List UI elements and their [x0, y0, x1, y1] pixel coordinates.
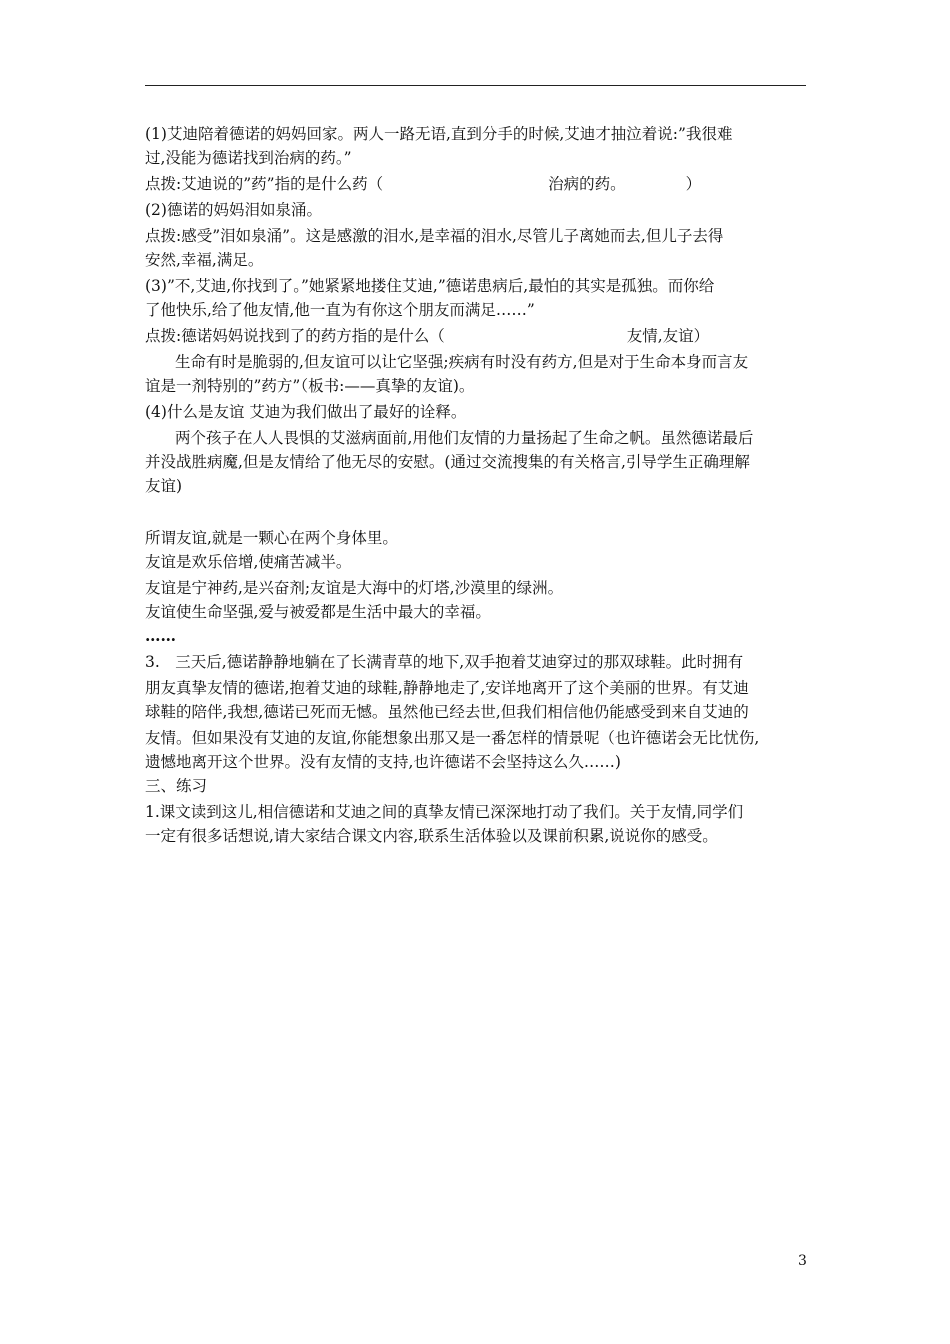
- hint-answer: 友情,友谊）: [626, 327, 710, 345]
- quote-line: 友谊是欢乐倍增,使痛苦减半。: [145, 553, 352, 571]
- hint-question: 点拨:艾迪说的”药”指的是什么药（: [145, 175, 384, 193]
- hint-line-medicine: [145, 172, 701, 196]
- hint-close-paren: ）: [685, 175, 702, 193]
- text-line: 过,没能为德诺找到治病的药。”: [145, 149, 352, 167]
- text-line: 安然,幸福,满足。: [145, 251, 264, 269]
- text-line: 一定有很多话想说,请大家结合课文内容,联系生活体验以及课前积累,说说你的感受。: [145, 827, 718, 845]
- quote-line: 友谊使生命坚强,爱与被爱都是生活中最大的幸福。: [145, 603, 491, 621]
- page-number: 3: [798, 1253, 807, 1269]
- text-line: 谊是一剂特别的”药方”（板书:——真挚的友谊)。: [145, 377, 475, 395]
- text-line: 了他快乐,给了他友情,他一直为有你这个朋友而满足……”: [145, 301, 535, 319]
- hint-question: 点拨:德诺妈妈说找到了的药方指的是什么（: [145, 327, 445, 345]
- text-line: 球鞋的陪伴,我想,德诺已死而无憾。虽然他已经去世,但我们相信他仍能感受到来自艾迪的: [145, 703, 749, 721]
- text-line: 友谊): [145, 477, 183, 495]
- header-rule: [145, 85, 806, 86]
- text-line: 遗憾地离开这个世界。没有友情的支持,也许德诺不会坚持这么久……): [145, 753, 621, 771]
- text-line: 友情。但如果没有艾迪的友谊,你能想象出那又是一番怎样的情景呢（也许德诺会无比忧伤,: [145, 729, 760, 747]
- hint-answer: 治病的药。: [548, 175, 626, 193]
- text-line: (4)什么是友谊 艾迪为我们做出了最好的诠释。: [145, 403, 467, 421]
- ellipsis-line: ……: [145, 626, 176, 645]
- text-line: 两个孩子在人人畏惧的艾滋病面前,用他们友情的力量扬起了生命之帆。虽然德诺最后: [175, 429, 754, 447]
- text-line: 1.课文读到这儿,相信德诺和艾迪之间的真挚友情已深深地打动了我们。关于友情,同学们: [145, 803, 744, 821]
- quote-line: 所谓友谊,就是一颗心在两个身体里。: [145, 529, 398, 547]
- text-line: 并没战胜病魔,但是友情给了他无尽的安慰。(通过交流搜集的有关格言,引导学生正确理解: [145, 453, 750, 471]
- quote-line: 友谊是宁神药,是兴奋剂;友谊是大海中的灯塔,沙漠里的绿洲。: [145, 579, 564, 597]
- text-line: (3)”不,艾迪,你找到了。”她紧紧地搂住艾迪,”德诺患病后,最怕的其实是孤独。而你给: [145, 277, 715, 295]
- text-line: 生命有时是脆弱的,但友谊可以让它坚强;疾病有时没有药方,但是对于生命本身而言友: [175, 353, 749, 371]
- text-line: 朋友真挚友情的德诺,抱着艾迪的球鞋,静静地走了,安详地离开了这个美丽的世界。有艾迪: [145, 679, 749, 697]
- section-heading: 三、练习: [145, 777, 208, 795]
- text-line: (2)德诺的妈妈泪如泉涌。: [145, 201, 322, 219]
- hint-line-prescription: [145, 324, 709, 348]
- text-line: 3. 三天后,德诺静静地躺在了长满青草的地下,双手抱着艾迪穿过的那双球鞋。此时拥有: [145, 653, 744, 671]
- text-line: 点拨:感受”泪如泉涌”。这是感激的泪水,是幸福的泪水,尽管儿子离她而去,但儿子去得: [145, 227, 724, 245]
- text-line: (1)艾迪陪着德诺的妈妈回家。两人一路无语,直到分手的时候,艾迪才抽泣着说:”我很难: [145, 125, 733, 143]
